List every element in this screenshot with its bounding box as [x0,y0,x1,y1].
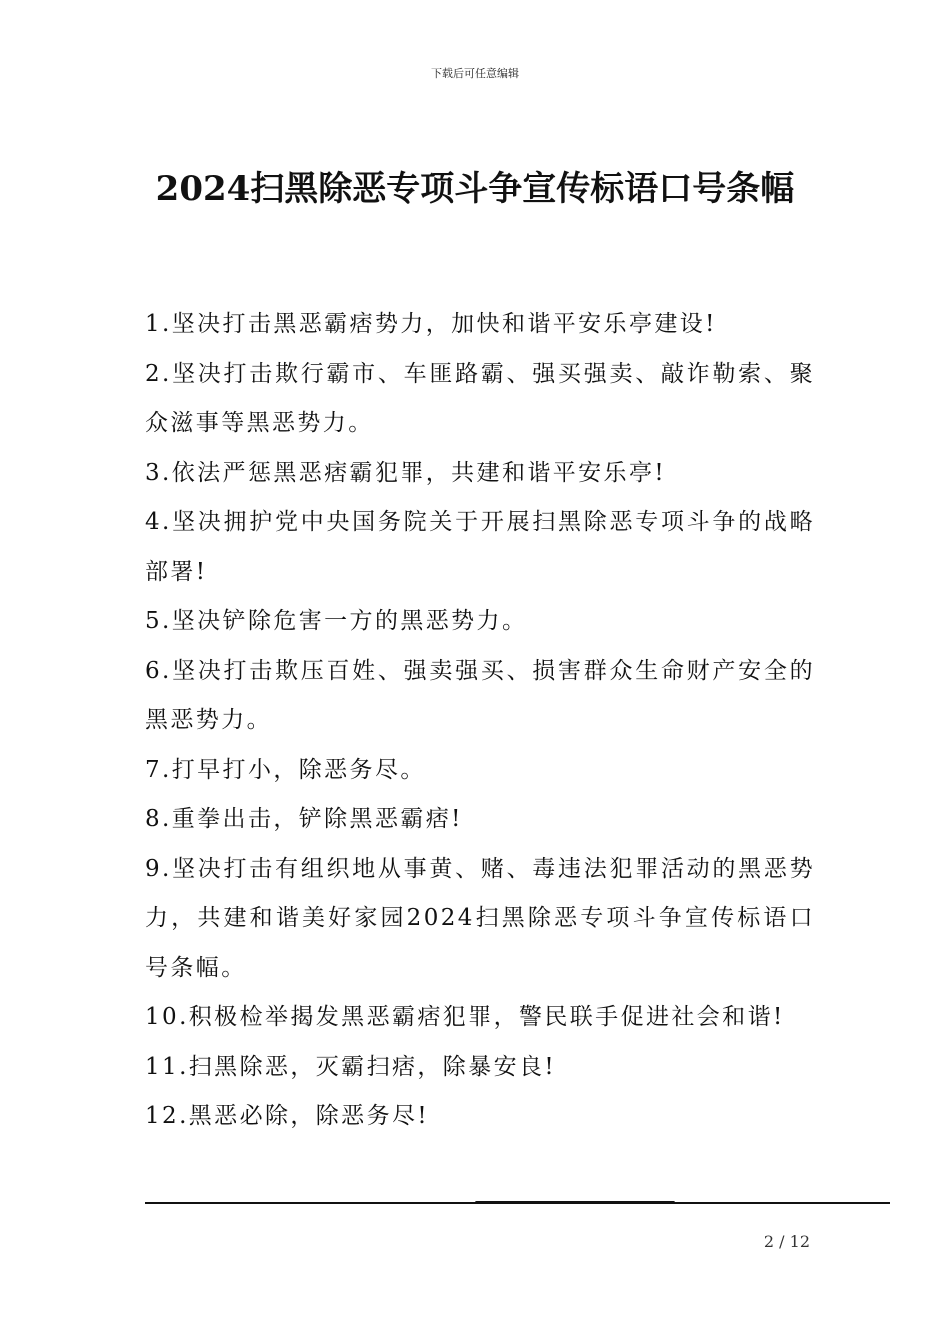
slogan-item: 8.重拳出击，铲除黑恶霸痞! [145,806,463,832]
slogan-item: 4.坚决拥护党中央国务院关于开展扫黑除恶专项斗争的战略部署! [145,509,815,585]
slogan-list [145,300,815,1142]
slogan-item: 12.黑恶必除，除恶务尽! [145,1103,430,1129]
slogan-item: 10.积极检举揭发黑恶霸痞犯罪，警民联手促进社会和谐! [145,1004,785,1030]
slogan-item: 11.扫黑除恶，灭霸扫痞，除暴安良! [145,1053,557,1080]
slogan-item: 2.坚决打击欺行霸市、车匪路霸、强买强卖、敲诈勒索、聚众滋事等黑恶势力。 [145,360,815,436]
header-note: 下载后可任意编辑 [431,67,519,80]
slogan-item: 3.依法严惩黑恶痞霸犯罪，共建和谐平安乐亭! [145,459,666,486]
slogan-item: 7.打早打小，除恶务尽。 [145,756,426,783]
footer-divider [145,1202,890,1204]
document-title: 2024扫黑除恶专项斗争宣传标语口号条幅 [155,168,795,209]
slogan-item: 5.坚决铲除危害一方的黑恶势力。 [145,608,528,634]
slogan-item: 9.坚决打击有组织地从事黄、赌、毒违法犯罪活动的黑恶势力，共建和谐美好家园2024扫黑除恶专项斗争宣传标语口号条幅。 [145,855,815,981]
slogan-item: 1.坚决打击黑恶霸痞势力，加快和谐平安乐亭建设! [145,311,717,337]
slogan-item: 6.坚决打击欺压百姓、强卖强买、损害群众生命财产安全的黑恶势力。 [145,657,815,733]
page-number: 2 / 12 [763,1232,810,1251]
